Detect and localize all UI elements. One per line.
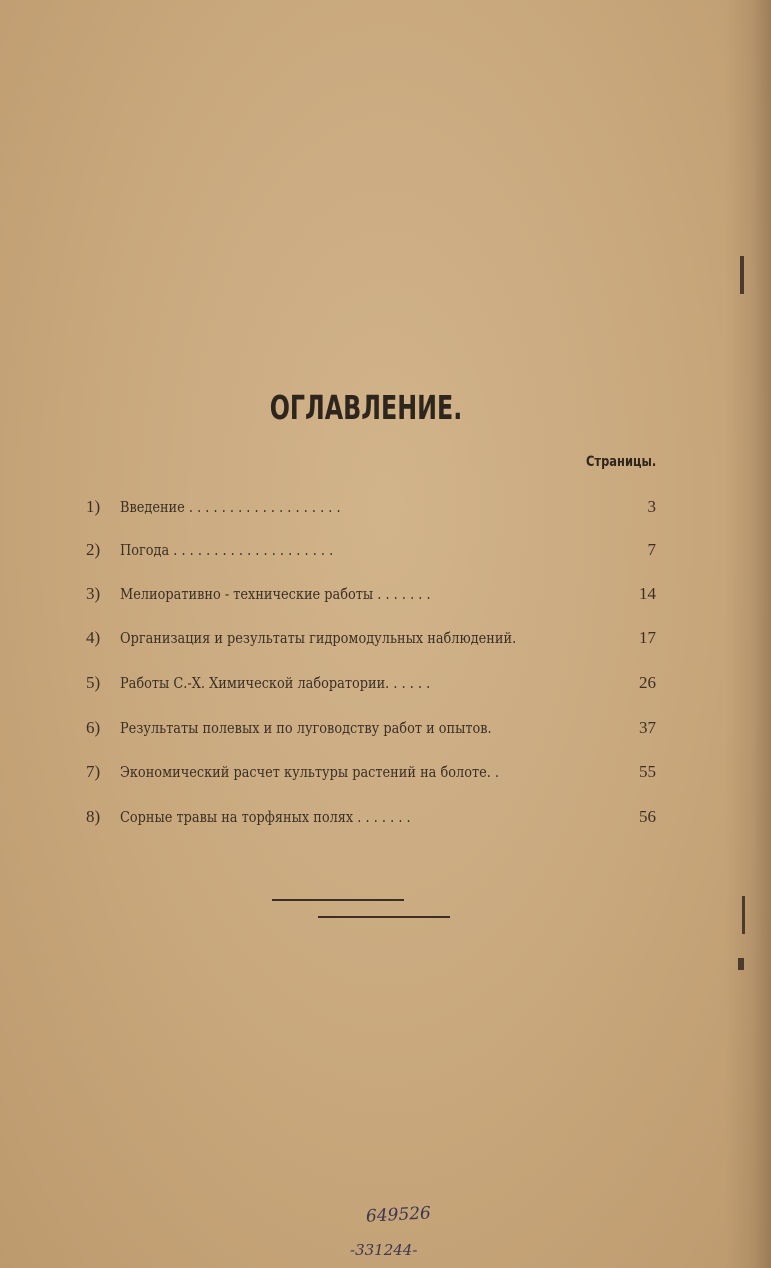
toc-entry-title: Работы С.-Х. Химической лаборатории. . . . . . xyxy=(120,674,431,692)
divider-rule xyxy=(272,899,404,901)
toc-entry xyxy=(86,581,656,607)
toc-entry-page: 26 xyxy=(639,673,656,692)
toc-entry-title: Организация и результаты гидромодульных наблюдений. xyxy=(120,629,517,647)
toc-entry-page: 37 xyxy=(639,718,656,737)
binding-mark xyxy=(740,256,744,294)
toc-entry-title: Мелиоративно - технические работы . . . . . . . xyxy=(120,585,431,603)
inventory-number: -331244- xyxy=(350,1241,418,1259)
toc-entry-page: 17 xyxy=(639,628,656,647)
toc-entry-number: 3) xyxy=(86,584,101,603)
toc-entry xyxy=(86,537,656,563)
binding-mark xyxy=(738,958,744,970)
toc-entry-number: 5) xyxy=(86,673,101,692)
toc-entry-title: Экономический расчет культуры растений на болоте. . xyxy=(120,763,500,781)
toc-entry-page: 14 xyxy=(639,584,656,603)
toc-entry-title: Результаты полевых и по луговодству работ и опытов. xyxy=(120,719,492,737)
accession-number: 649526 xyxy=(365,1203,432,1227)
toc-entry xyxy=(86,670,656,696)
pages-column-header: Страницы. xyxy=(586,454,657,470)
toc-entry-page: 3 xyxy=(647,497,656,516)
toc-entry xyxy=(86,759,656,785)
toc-entry-page: 7 xyxy=(647,540,656,559)
toc-entry-title: Введение . . . . . . . . . . . . . . . . . . . xyxy=(120,498,341,516)
toc-entry-number: 6) xyxy=(86,718,101,737)
binding-mark xyxy=(742,896,745,934)
toc-entry-title: Погода . . . . . . . . . . . . . . . . . . . . xyxy=(120,541,334,559)
toc-entry xyxy=(86,804,656,830)
page-title: ОГЛАВЛЕНИЕ. xyxy=(269,388,463,427)
toc-entry-number: 1) xyxy=(86,497,101,516)
toc-entry xyxy=(86,494,656,520)
toc-entry-number: 8) xyxy=(86,807,101,826)
toc-entry-page: 56 xyxy=(639,807,656,826)
toc-entry xyxy=(86,715,656,741)
toc-entry-page: 55 xyxy=(639,762,656,781)
toc-entry-number: 4) xyxy=(86,628,101,647)
toc-entry-number: 7) xyxy=(86,762,101,781)
toc-entry-title: Сорные травы на торфяных полях . . . . . . . xyxy=(120,808,411,826)
toc-entry xyxy=(86,625,656,651)
paper-edge xyxy=(725,0,771,1268)
toc-entry-number: 2) xyxy=(86,540,101,559)
divider-rule xyxy=(318,916,450,918)
